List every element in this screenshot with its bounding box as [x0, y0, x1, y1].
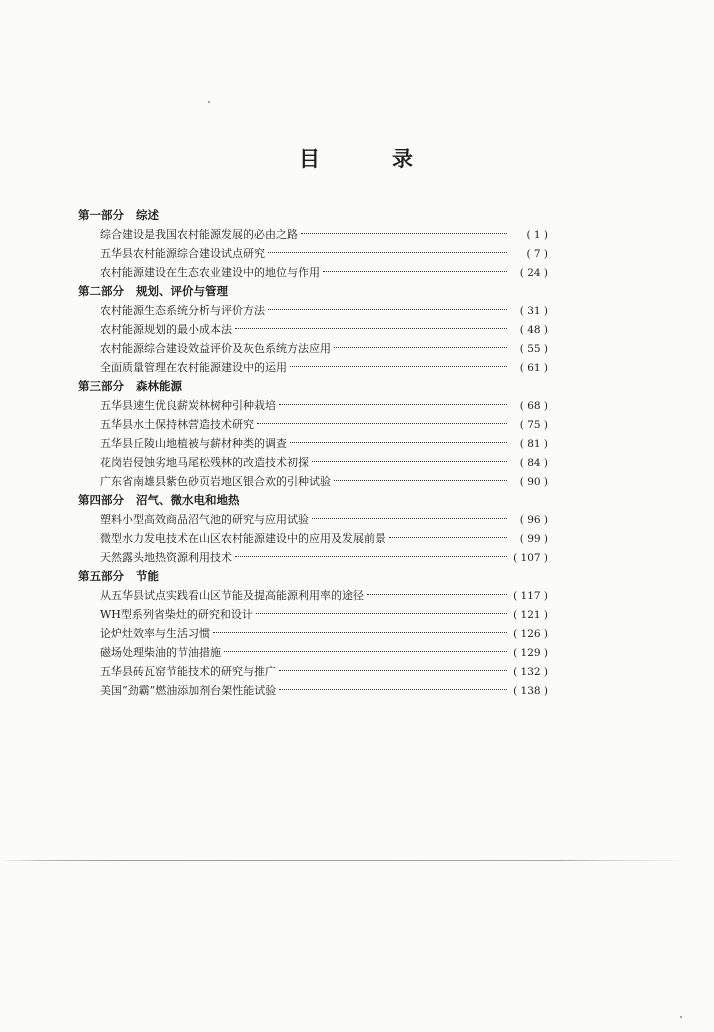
dot-leader	[257, 423, 507, 424]
toc-entry-title: 从五华县试点实践看山区节能及提高能源利用率的途径	[100, 589, 364, 602]
toc-entry-title: 五华县速生优良薪炭林树种引种栽培	[100, 399, 276, 412]
dot-leader	[279, 670, 507, 671]
toc-entry-title: 五华县水土保持林营造技术研究	[100, 418, 254, 431]
bottom-rule	[0, 860, 714, 861]
dot-leader	[367, 594, 507, 595]
toc-entry-page: ( 68 )	[519, 400, 548, 412]
dot-leader	[290, 366, 507, 367]
toc-entry-title: 美国“劲霸”燃油添加剂台架性能试验	[100, 684, 277, 697]
dot-leader	[389, 537, 507, 538]
toc-entry-title: 广东省南雄县紫色砂页岩地区银合欢的引种试验	[100, 475, 331, 488]
toc-entry-title: 全面质量管理在农村能源建设中的运用	[100, 361, 287, 374]
toc-entry	[78, 453, 548, 472]
toc-entry-page: ( 121 )	[513, 609, 548, 621]
toc-entry	[78, 510, 548, 529]
dot-leader	[290, 442, 507, 443]
dot-leader	[268, 252, 507, 253]
toc-entry-title: 农村能源规划的最小成本法	[100, 323, 232, 336]
toc-entry	[78, 434, 548, 453]
dot-leader	[279, 404, 507, 405]
page-title	[0, 143, 714, 173]
toc-entry	[78, 301, 548, 320]
toc-entry	[78, 320, 548, 339]
table-of-contents	[78, 206, 548, 700]
dot-leader	[334, 347, 507, 348]
section-heading	[78, 491, 548, 510]
toc-entry-title: 农村能源生态系统分析与评价方法	[100, 304, 265, 317]
toc-entry-page: ( 48 )	[519, 324, 548, 336]
toc-entry-title: 花岗岩侵蚀劣地马尾松残林的改造技术初探	[100, 456, 309, 469]
toc-entry	[78, 472, 548, 491]
toc-entry-page: ( 55 )	[519, 343, 548, 355]
toc-entry-title: WH型系列省柴灶的研究和设计	[100, 608, 253, 621]
scan-speck	[208, 101, 210, 103]
toc-entry-page: ( 84 )	[519, 457, 548, 469]
dot-leader	[334, 480, 507, 481]
dot-leader	[279, 689, 507, 690]
toc-entry-page: ( 81 )	[519, 438, 548, 450]
section-heading	[78, 206, 548, 225]
toc-entry-title: 塑料小型高效商品沼气池的研究与应用试验	[100, 513, 309, 526]
section-heading	[78, 282, 548, 301]
toc-entry-page: ( 31 )	[519, 305, 548, 317]
toc-entry-page: ( 24 )	[519, 267, 548, 279]
toc-entry-title: 农村能源综合建设效益评价及灰色系统方法应用	[100, 342, 331, 355]
toc-entry-title: 五华县砖瓦窑节能技术的研究与推广	[100, 665, 276, 678]
toc-entry-page: ( 1 )	[526, 229, 548, 241]
toc-entry-page: ( 129 )	[513, 647, 548, 659]
toc-entry-page: ( 107 )	[513, 552, 548, 564]
dot-leader	[235, 328, 507, 329]
section-part-label: 第四部分	[78, 493, 124, 507]
toc-entry-page: ( 7 )	[526, 248, 548, 260]
toc-entry-title: 农村能源建设在生态农业建设中的地位与作用	[100, 266, 320, 279]
dot-leader	[213, 632, 507, 633]
toc-entry-page: ( 61 )	[519, 362, 548, 374]
toc-entry-title: 天然露头地热资源利用技术	[100, 551, 232, 564]
toc-entry-title: 磁场处理柴油的节油措施	[100, 646, 221, 659]
dot-leader	[323, 271, 507, 272]
toc-entry	[78, 662, 548, 681]
toc-entry	[78, 415, 548, 434]
toc-entry-page: ( 99 )	[519, 533, 548, 545]
toc-entry-title: 论炉灶效率与生活习惯	[100, 627, 210, 640]
toc-entry-page: ( 117 )	[513, 590, 548, 602]
dot-leader	[268, 309, 507, 310]
toc-entry-title: 五华县丘陵山地植被与薪材种类的调查	[100, 437, 287, 450]
section-name: 节能	[136, 569, 159, 583]
toc-entry-title: 五华县农村能源综合建设试点研究	[100, 247, 265, 260]
section-part-label: 第一部分	[78, 208, 124, 222]
dot-leader	[301, 233, 507, 234]
toc-entry-page: ( 126 )	[513, 628, 548, 640]
section-heading	[78, 567, 548, 586]
toc-entry-page: ( 75 )	[519, 419, 548, 431]
scan-speck	[680, 1016, 682, 1018]
section-name: 森林能源	[136, 379, 182, 393]
dot-leader	[312, 461, 507, 462]
toc-entry	[78, 681, 548, 700]
title-char-right: 录	[392, 146, 415, 171]
dot-leader	[235, 556, 507, 557]
dot-leader	[312, 518, 507, 519]
section-part-label: 第二部分	[78, 284, 124, 298]
section-name: 规划、评价与管理	[136, 284, 228, 298]
section-name: 综述	[136, 208, 159, 222]
toc-entry	[78, 339, 548, 358]
section-heading	[78, 377, 548, 396]
toc-entry	[78, 624, 548, 643]
toc-entry	[78, 244, 548, 263]
toc-entry-title: 综合建设是我国农村能源发展的必由之路	[100, 228, 298, 241]
toc-entry	[78, 586, 548, 605]
toc-entry-page: ( 132 )	[513, 666, 548, 678]
toc-entry	[78, 605, 548, 624]
dot-leader	[256, 613, 507, 614]
toc-entry-page: ( 138 )	[513, 685, 548, 697]
toc-entry	[78, 529, 548, 548]
toc-entry	[78, 225, 548, 244]
section-part-label: 第五部分	[78, 569, 124, 583]
title-char-left: 目	[299, 146, 322, 171]
toc-entry-page: ( 90 )	[519, 476, 548, 488]
dot-leader	[224, 651, 507, 652]
toc-entry-title: 微型水力发电技术在山区农村能源建设中的应用及发展前景	[100, 532, 386, 545]
toc-entry	[78, 358, 548, 377]
section-name: 沼气、微水电和地热	[136, 493, 240, 507]
toc-entry-page: ( 96 )	[519, 514, 548, 526]
toc-entry	[78, 396, 548, 415]
section-part-label: 第三部分	[78, 379, 124, 393]
toc-entry	[78, 643, 548, 662]
toc-entry	[78, 263, 548, 282]
toc-entry	[78, 548, 548, 567]
